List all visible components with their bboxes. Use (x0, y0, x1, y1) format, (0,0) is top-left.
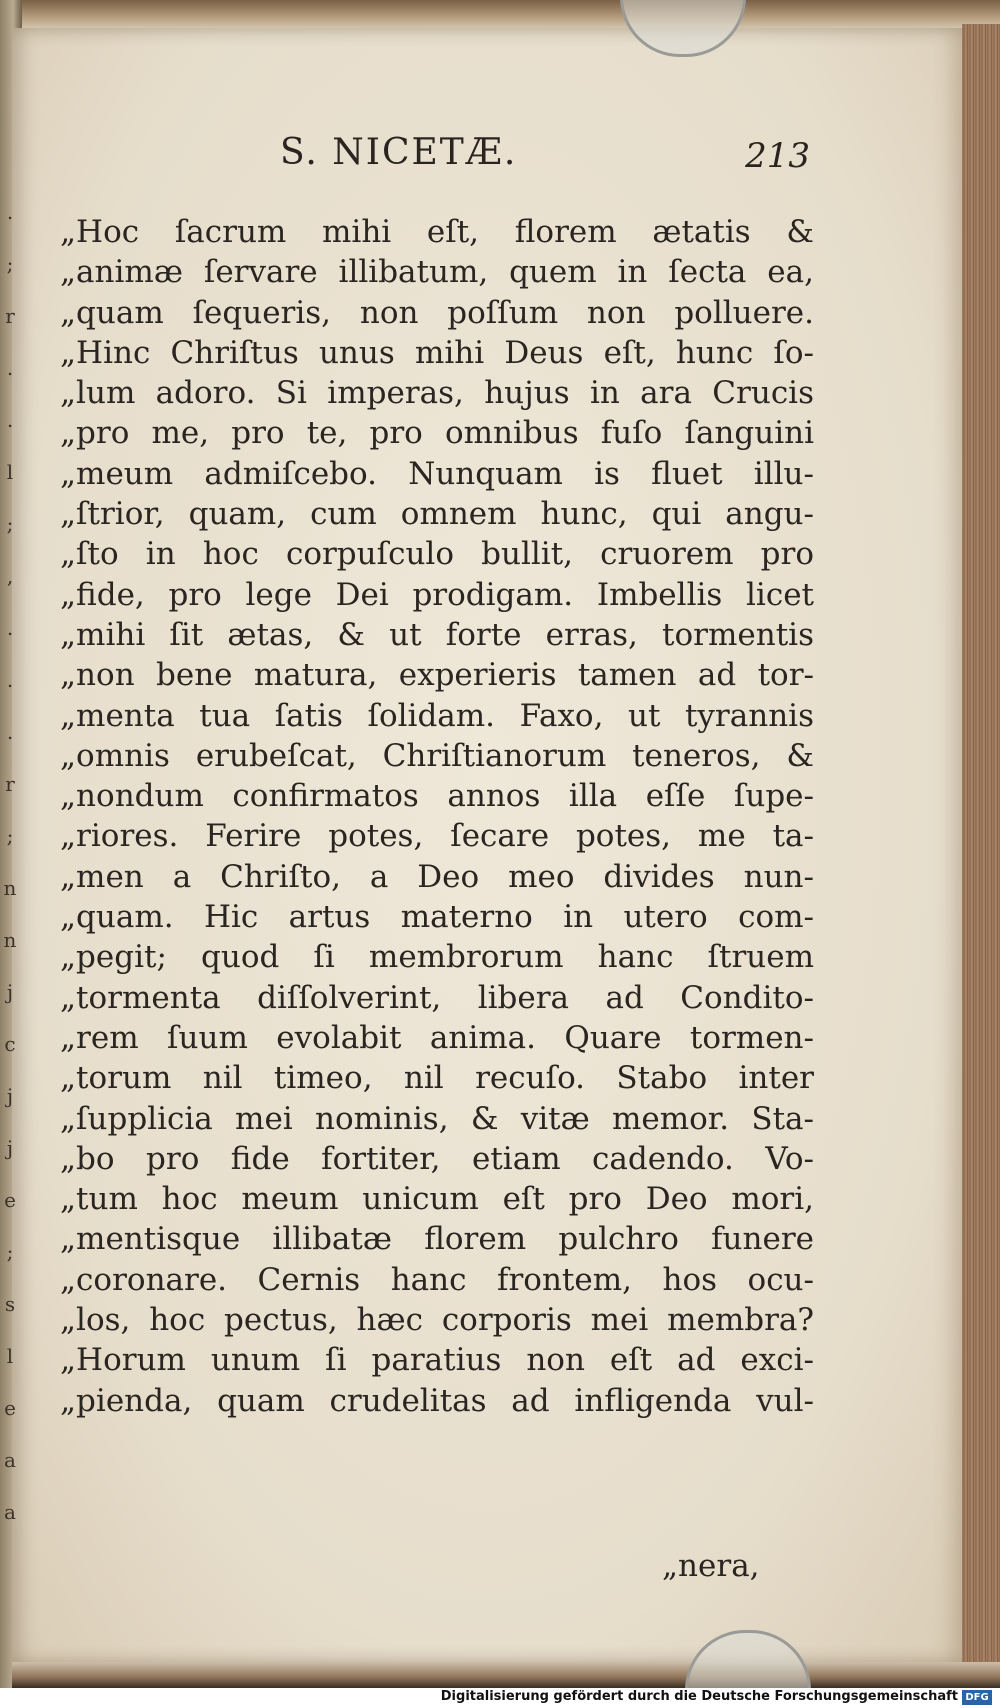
gutter-mark: . (6, 408, 14, 432)
gutter-mark: r (5, 304, 15, 328)
text-line: „rem ſuum evolabit anima. Quare tormen- (60, 1019, 814, 1056)
book-fore-edge (962, 24, 1000, 1674)
gutter-mark: . (6, 200, 14, 224)
text-line: „omnis erubeſcat, Chriſtianorum teneros, & (60, 737, 814, 774)
gutter-mark: j (6, 1084, 14, 1108)
digitization-footer (0, 1688, 1000, 1708)
dfg-logo-icon: DFG (962, 1690, 992, 1705)
gutter-mark: e (4, 1396, 16, 1420)
text-line: „pro me, pro te, pro omnibus fuſo ſanguini (60, 415, 814, 452)
gutter-mark: c (4, 1032, 16, 1056)
text-line: „men a Chriſto, a Deo meo divides nun- (60, 858, 814, 895)
text-line: „non bene matura, experieris tamen ad tor- (60, 657, 814, 694)
gutter-mark: e (4, 1188, 16, 1212)
text-line: „meum admiſcebo. Nunquam is fluet illu- (60, 455, 814, 492)
text-line: „ſtrior, quam, cum omnem hunc, qui angu- (60, 496, 814, 533)
gutter-mark: n (3, 928, 17, 952)
text-line: „quam. Hic artus materno in utero com- (60, 899, 814, 936)
text-line: „Horum unum ſi paratius non eſt ad exci- (60, 1342, 814, 1379)
page-number: 213 (745, 136, 810, 176)
gutter-mark: ; (6, 824, 14, 848)
text-line: „pegit; quod ſi membrorum hanc ſtruem (60, 939, 814, 976)
text-line: „mihi ſit ætas, & ut forte erras, tormentis (60, 616, 814, 653)
book-bottom-edge (12, 1662, 1000, 1688)
running-head: S. NICETÆ. (280, 132, 518, 173)
gutter-mark: . (6, 720, 14, 744)
gutter-mark: j (6, 980, 14, 1004)
text-line: „tum hoc meum unicum eſt pro Deo mori, (60, 1181, 814, 1218)
gutter-mark: a (4, 1500, 16, 1524)
gutter-mark: s (4, 1292, 16, 1316)
gutter-mark: . (6, 668, 14, 692)
gutter-mark: ; (6, 252, 14, 276)
text-line: „ſto in hoc corpuſculo bullit, cruorem pro (60, 536, 814, 573)
text-line: „Hoc ſacrum mihi eſt, florem ætatis & (60, 214, 814, 250)
gutter-mark: l (6, 1344, 14, 1368)
funding-credit: Digitalisierung gefördert durch die Deutsche Forschungsgemeinschaft (440, 1689, 958, 1704)
text-line: „coronare. Cernis hanc frontem, hos ocu- (60, 1261, 814, 1298)
page-header (70, 132, 810, 192)
text-line: „torum nil timeo, nil recuſo. Stabo inter (60, 1060, 814, 1097)
catchword: „nera, (662, 1548, 760, 1584)
text-line: „lum adoro. Si imperas, hujus in ara Crucis (60, 375, 814, 412)
gutter-mark: ; (6, 1240, 14, 1264)
text-line: „animæ ſervare illibatum, quem in ſecta ea, (60, 254, 814, 291)
text-line: „ſupplicia mei nominis, & vitæ memor. Sta- (60, 1100, 814, 1137)
gutter-mark: ; (6, 512, 14, 536)
text-line: „mentisque illibatæ florem pulchro funere (60, 1221, 814, 1258)
gutter-mark: n (3, 876, 17, 900)
gutter-mark: l (6, 460, 14, 484)
gutter-mark: . (6, 356, 14, 380)
text-line: „los, hoc pectus, hæc corporis mei membra? (60, 1302, 814, 1339)
text-line: „Hinc Chriſtus unus mihi Deus eſt, hunc ſo- (60, 334, 814, 371)
gutter-mark: r (5, 772, 15, 796)
book-top-edge (12, 0, 1000, 30)
gutter-mark: , (6, 564, 14, 588)
gutter-mark: . (6, 616, 14, 640)
text-line: „quam ſequeris, non poſſum non polluere. (60, 294, 814, 331)
text-line: „tormenta diſſolverint, libera ad Condito- (60, 979, 814, 1016)
text-line: „bo pro fide fortiter, etiam cadendo. Vo- (60, 1140, 814, 1177)
text-line: „fide, pro lege Dei prodigam. Imbellis licet (60, 576, 814, 613)
text-line: „pienda, quam crudelitas ad infligenda vul- (60, 1382, 814, 1419)
body-text (60, 212, 814, 1421)
text-line: „menta tua ſatis ſolidam. Faxo, ut tyrannis (60, 697, 814, 734)
facing-page-gutter (0, 200, 20, 1560)
text-line: „riores. Ferire potes, ſecare potes, me ta- (60, 818, 814, 855)
gutter-mark: a (4, 1448, 16, 1472)
text-line: „nondum confirmatos annos illa eſſe ſupe- (60, 778, 814, 815)
gutter-mark: j (6, 1136, 14, 1160)
